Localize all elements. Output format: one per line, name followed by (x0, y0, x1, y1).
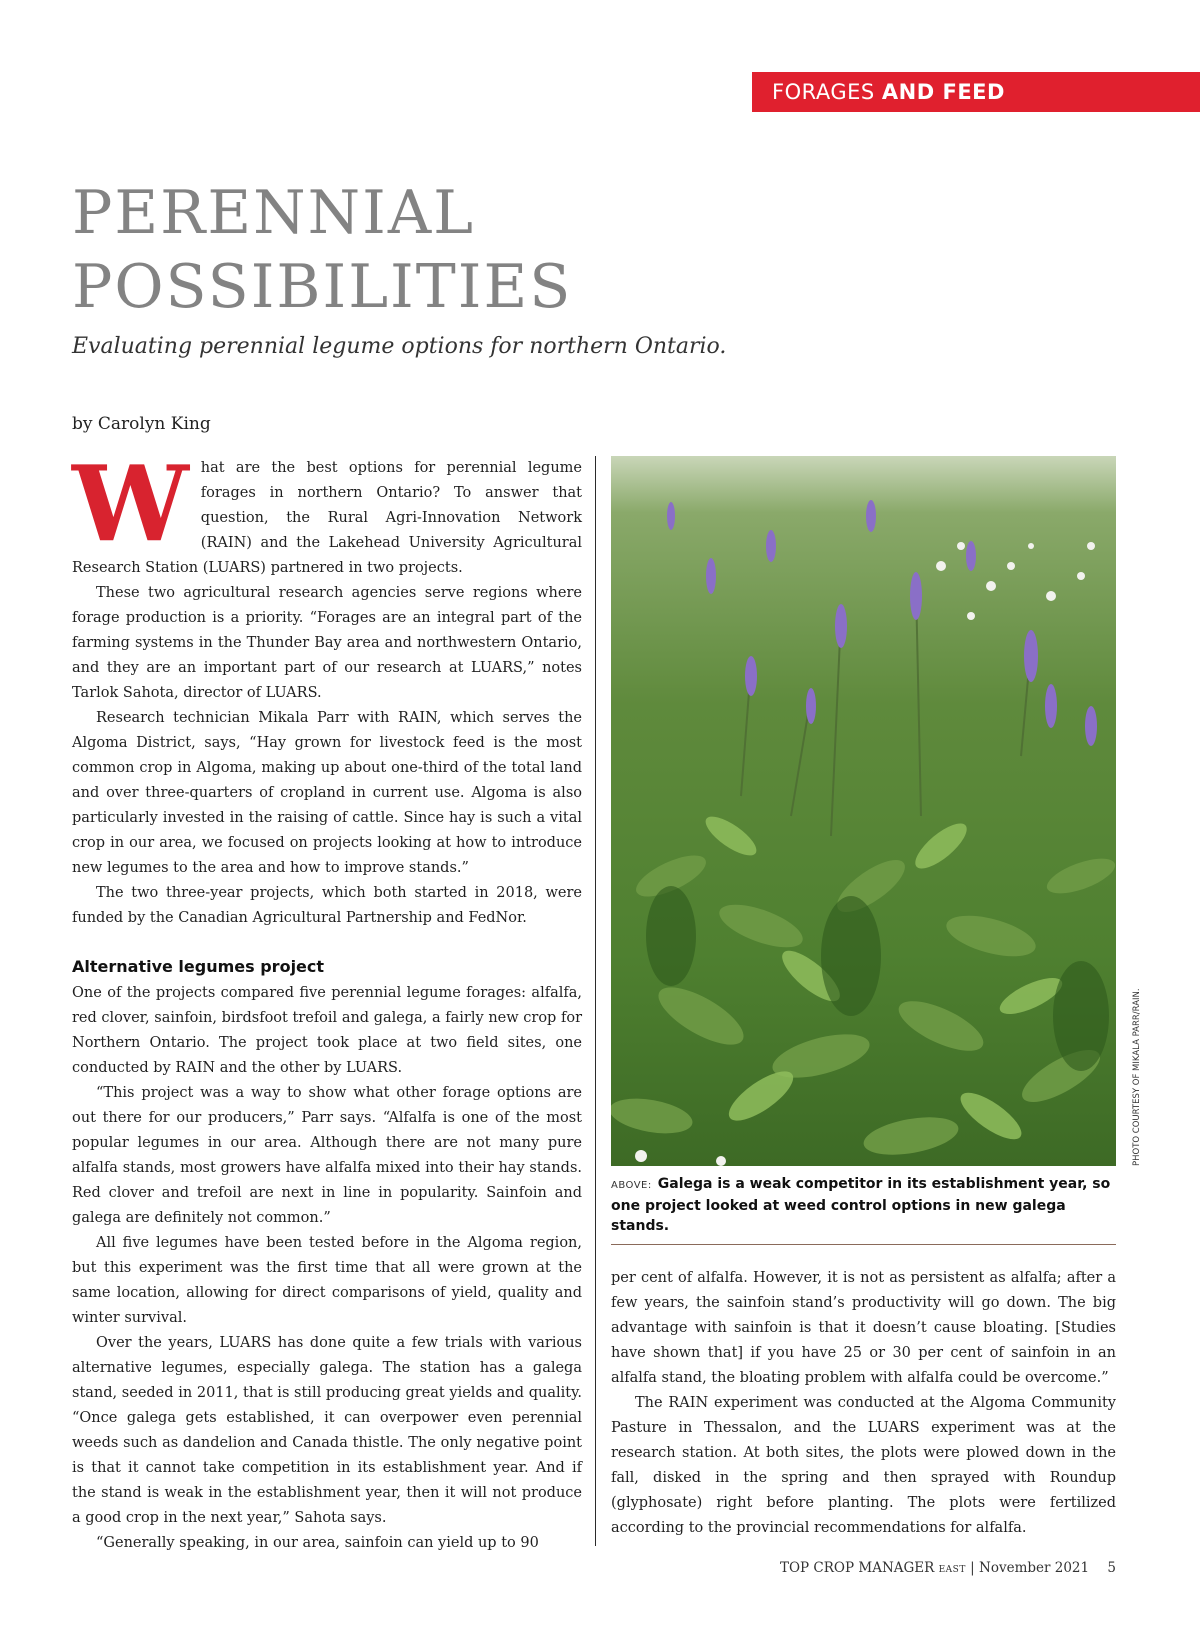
drop-cap: W (72, 442, 189, 565)
byline: by Carolyn King (72, 414, 211, 434)
article-subtitle: Evaluating perennial legume options for northern Ontario. (72, 334, 727, 359)
article-title (72, 176, 772, 324)
paragraph: Research technician Mikala Parr with RAIN, which serves the Algoma District, says, “Hay grown for livestock feed is the most common crop in Algoma, making up about one-third of the total land and over three-quarters of cropland in current use. Algoma is also particularly invested in the raising of cattle. Since hay is such a vital crop in our area, we focused on projects looking at how to introduce new legumes to the area and how to improve stands.” (72, 710, 582, 876)
section-tag (752, 72, 1200, 112)
issue-date: November 2021 (979, 1560, 1090, 1576)
footer-separator: | (970, 1560, 975, 1576)
caption-label: ABOVE: (611, 1180, 652, 1191)
magazine-edition: EAST (938, 1565, 966, 1575)
intro-text: hat are the best options for perennial legume forages in northern Ontario? To answer that question, the Rural Agri-Innovation Network (RAIN) and the Lakehead University Agricultural Research Station (LUARS) partnered in two projects. (72, 460, 582, 576)
paragraph: Over the years, LUARS has done quite a few trials with various alternative legumes, especially galega. The station has a galega stand, seeded in 2011, that is still producing great yields and quality. “Once galega gets established, it can overpower even perennial weeds such as dandelion and Canada thistle. The only negative point is that it cannot take competition in its establishment year. And if the stand is weak in the establishment year, then it will not produce a good crop in the next year,” Sahota says. (72, 1335, 582, 1526)
caption-text: Galega is a weak competitor in its establishment year, so one project looked at weed control options in new galega stands. (611, 1176, 1111, 1234)
title-line-2: POSSIBILITIES (72, 252, 573, 322)
paragraph: The two three-year projects, which both started in 2018, were funded by the Canadian Agricultural Partnership and FedNor. (72, 885, 582, 926)
section-subhead: Alternative legumes project (72, 957, 325, 976)
section-tag-bold: AND FEED (881, 80, 1005, 104)
caption-rule (611, 1244, 1116, 1245)
photo-credit: PHOTO COURTESY OF MIKALA PARR/RAIN. (1132, 988, 1142, 1166)
paragraph: One of the projects compared five perennial legume forages: alfalfa, red clover, sainfoin, birdsfoot trefoil and galega, a fairly new crop for Northern Ontario. The project took place at two field sites, one conducted by RAIN and the other by LUARS. (72, 985, 582, 1076)
paragraph: All five legumes have been tested before in the Algoma region, but this experiment was the first time that all were grown at the same location, allowing for direct comparisons of yield, quality and winter survival. (72, 1235, 582, 1326)
intro-paragraph (72, 442, 582, 581)
paragraph: The RAIN experiment was conducted at the Algoma Community Pasture in Thessalon, and the LUARS experiment was at the research station. At both sites, the plots were plowed down in the fall, disked in the spring and then sprayed with Roundup (glyphosate) right before planting. The plots were fertilized according to the provincial recommendations for alfalfa. (611, 1395, 1116, 1536)
page-footer (780, 1560, 1116, 1576)
paragraph: “This project was a way to show what other forage options are out there for our producers,” Parr says. “Alfalfa is one of the most popular legumes in our area. Although there are not many pure alfalfa stands, most growers have alfalfa mixed into their hay stands. Red clover and trefoil are next in line in popularity. Sainfoin and galega are definitely not common.” (72, 1085, 582, 1226)
column-divider (595, 456, 596, 1546)
section-tag-light: FORAGES (772, 80, 875, 104)
paragraph: per cent of alfalfa. However, it is not as persistent as alfalfa; after a few years, the sainfoin stand’s productivity will go down. The big advantage with sainfoin is that it doesn’t cause bloating. [Studies have shown that] if you have 25 or 30 per cent of sainfoin in an alfalfa stand, the bloating problem with alfalfa could be overcome.” (611, 1270, 1116, 1386)
left-column (72, 442, 582, 1556)
page-number: 5 (1107, 1560, 1116, 1576)
photo-caption (611, 1174, 1116, 1236)
right-column (611, 1266, 1116, 1541)
paragraph: These two agricultural research agencies serve regions where forage production is a priority. “Forages are an integral part of the farming systems in the Thunder Bay area and northwestern Ontario, and they are an important part of our research at LUARS,” notes Tarlok Sahota, director of LUARS. (72, 585, 582, 701)
title-line-1: PERENNIAL (72, 178, 476, 248)
galega-photo (611, 456, 1116, 1166)
paragraph: “Generally speaking, in our area, sainfoin can yield up to 90 (96, 1535, 539, 1551)
magazine-name: TOP CROP MANAGER (779, 1560, 935, 1576)
